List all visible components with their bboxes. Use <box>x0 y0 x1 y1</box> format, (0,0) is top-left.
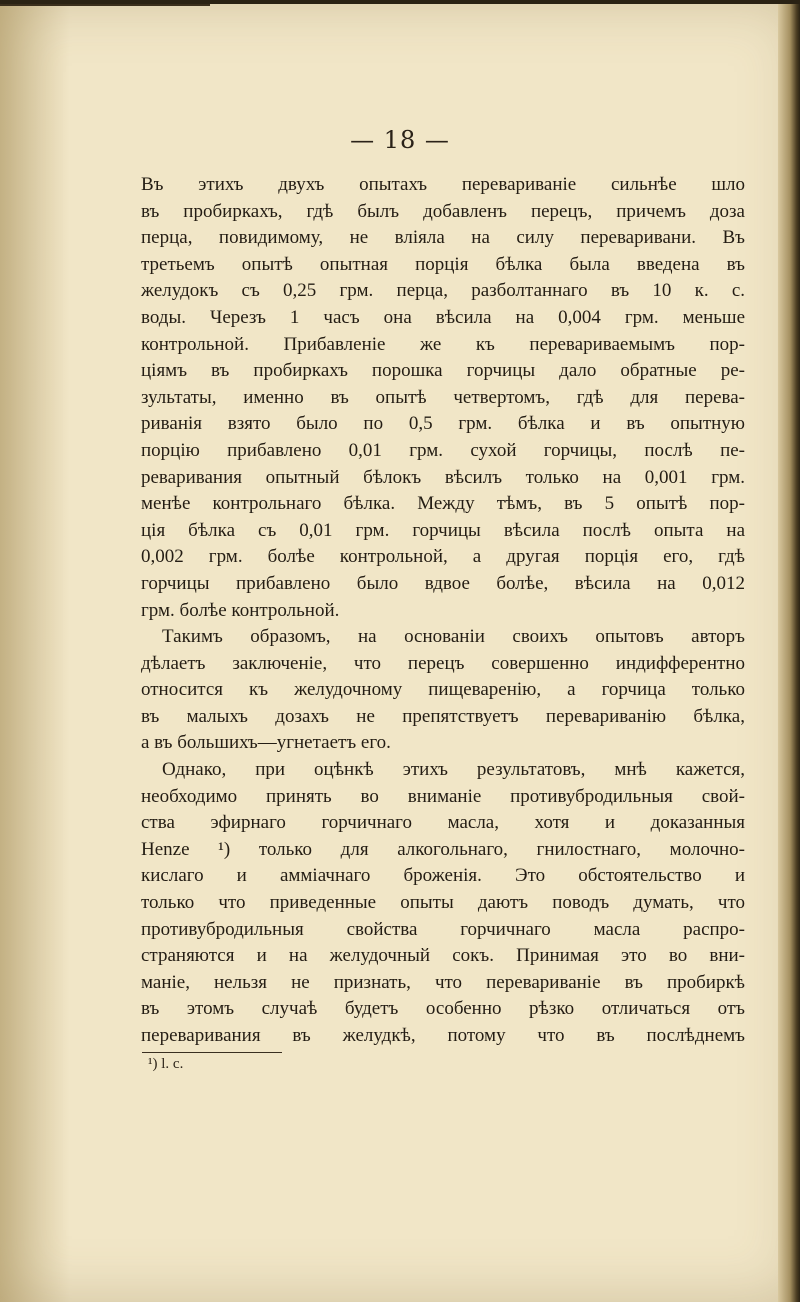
text-line: зультаты, именно въ опытѣ четвертомъ, гдѣ для перева- <box>141 386 745 408</box>
text-line: горчицы прибавлено было вдвое болѣе, вѣсила на 0,012 <box>141 572 745 594</box>
text-line: грм. болѣе контрольной. <box>141 599 340 621</box>
text-line: Такимъ образомъ, на основаніи своихъ опытовъ авторъ <box>162 626 745 648</box>
text-line: дѣлаетъ заключеніе, что перецъ совершенно индифферентно <box>141 652 745 674</box>
footnote-divider <box>142 1052 282 1053</box>
text-line: порцію прибавлено 0,01 грм. сухой горчицы, послѣ пе- <box>141 439 745 461</box>
text-line: противубродильныя свойства горчичнаго масла распро- <box>141 918 745 940</box>
text-line: третьемъ опытѣ опытная порція бѣлка была введена въ <box>141 253 745 275</box>
text-line: маніе, нельзя не признать, что перевариваніе въ пробиркѣ <box>141 971 745 993</box>
text-line: желудокъ съ 0,25 грм. перца, разболтаннаго въ 10 к. с. <box>141 280 745 302</box>
text-line: 0,002 грм. болѣе контрольной, а другая порція его, гдѣ <box>141 546 745 568</box>
page-number: — 18 — <box>350 126 450 154</box>
text-line: кислаго и амміачнаго броженія. Это обстоятельство и <box>141 865 745 887</box>
text-line: риванія взято было по 0,5 грм. бѣлка и въ опытную <box>141 413 745 435</box>
text-line: а въ большихъ—угнетаетъ его. <box>141 732 391 754</box>
text-line: воды. Черезъ 1 часъ она вѣсила на 0,004 грм. меньше <box>141 306 745 328</box>
footnote: ¹) l. c. <box>148 1056 184 1072</box>
text-line: контрольной. Прибавленіе же къ перевариваемымъ пор- <box>141 333 745 355</box>
text-line: ціямъ въ пробиркахъ порошка горчицы дало обратные ре- <box>141 360 745 382</box>
text-line: въ этомъ случаѣ будетъ особенно рѣзко отличаться отъ <box>141 998 745 1020</box>
text-line: Въ этихъ двухъ опытахъ перевариваніе сильнѣе шло <box>141 174 745 195</box>
text-line: Henze ¹) только для алкогольнаго, гнилостнаго, молочно- <box>141 838 745 860</box>
text-line: перца, повидимому, не вліяла на силу переваривани. Въ <box>141 227 745 249</box>
text-line: ства эфирнаго горчичнаго масла, хотя и доказанныя <box>141 812 745 834</box>
text-line: ція бѣлка съ 0,01 грм. горчицы вѣсила послѣ опыта на <box>141 519 745 541</box>
text-line: Однако, при оцѣнкѣ этихъ результатовъ, мнѣ кажется, <box>162 759 745 781</box>
text-line: страняются и на желудочный сокъ. Принимая это во вни- <box>141 945 745 967</box>
text-line: необходимо принять во вниманіе противубродильныя свой- <box>141 785 745 807</box>
text-line: переваривания въ желудкѣ, потому что въ послѣднемъ <box>141 1025 745 1046</box>
text-line: реваривания опытный бѣлокъ вѣсилъ только на 0,001 грм. <box>141 466 745 488</box>
text-line: въ малыхъ дозахъ не препятствуетъ перевариванію бѣлка, <box>141 705 745 727</box>
text-line: въ пробиркахъ, гдѣ былъ добавленъ перецъ, причемъ доза <box>141 200 745 222</box>
body-text <box>141 172 745 1050</box>
text-line: только что приведенные опыты даютъ поводъ думать, что <box>141 892 745 914</box>
text-line: относится къ желудочному пищеваренію, а горчица только <box>141 679 745 701</box>
page-left-shadow <box>0 0 70 1302</box>
page-binding-edge <box>778 0 800 1302</box>
text-line: менѣе контрольнаго бѣлка. Между тѣмъ, въ 5 опытѣ пор- <box>141 493 745 515</box>
page-top-rule <box>0 4 210 6</box>
